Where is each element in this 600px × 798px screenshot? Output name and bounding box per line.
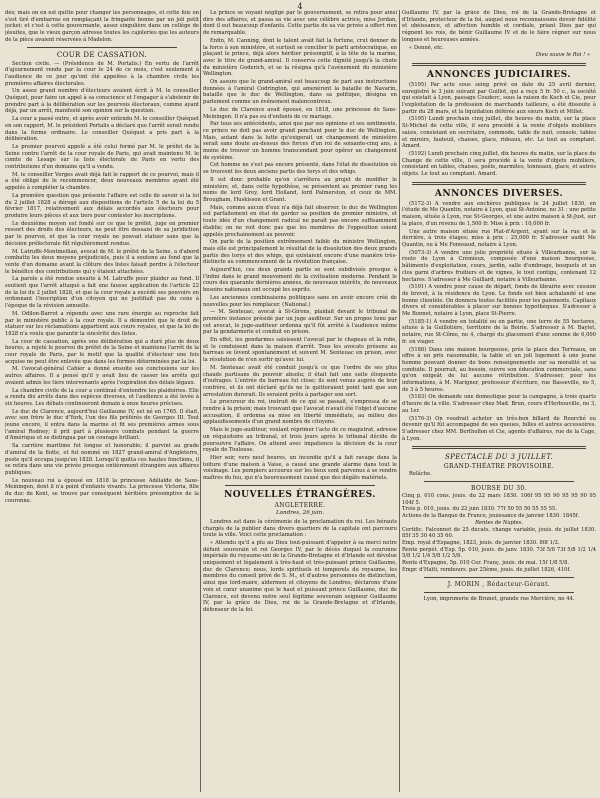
paragraph: Mais le juge-auditeur, voulant réprimer l'acte de ce magistrat, adresse un réquisitoire au tribunal, et trois jours après le tribunal décide de poursuivre l'affaire. On attend avec impatience la décision de la cour royale de Toulouse.	[203, 427, 397, 454]
subheading-angleterre: ANGLETERRE.	[274, 501, 326, 509]
paragraph: — M. Senteuac, avocat à St-Girons, plaidait devant le tribunal de première instance présidé par un juge auditeur. Sur un propos tenu par cet avocat, le juge-auditeur ordonna qu'il fût arrêté à l'audience même par la gendarmerie et conduit en prison.	[203, 309, 397, 336]
notice: (5195) Lundi prochain cinq juillet, dix heures du matin, sur la place St-Michel de cette ville, il sera procédé à la vente d'objets mobiliers saisis, consistant en secrétaire, commode, table de nuit, console, tables et miroirs, fauteuil, chaises, glace, rideaux, etc. Le tout au comptant. Amard.	[402, 116, 596, 150]
section-heading-nouvelles-etrangeres: NOUVELLES ÉTRANGÈRES.	[224, 489, 376, 500]
paragraph: M. Senteuac avait été conduit jusqu'à ce que l'ordre de ses plus chauds partisans du pouvoir absolu; il était fait une suite éloquente d'outrages. L'entrée du barreau fut close; ils sont venus auprès de leur confrère, et ils ont déclaré qu'ils ne le quitteraient point tant que son arrestation durerait. Ils seraient prêts à partager son sort.	[203, 364, 397, 398]
section-rule	[424, 577, 574, 578]
paragraph: Un assez grand nombre d'électeurs avaient écrit à M. le conseiller Quéquet, pour faire un appel à sa conscience et l'engager à s'abstenir de prendre part à la délibération sur les pourvois électoraux, comme ayant déjà, par un arrêt, manifesté son opinion sur la question.	[5, 88, 199, 115]
paragraph: dés; mais on en est quitte pour changer les personnages, et cette fois on s'est tiré d'embarras en remplaçant la fringante bonne par un joli petit jockei; et c'est à cette gouvernante, assez singulière dans un collège de jésuites, que le vieux garçon adresse toutes les cajoleries que les auteurs de la pièce avaient réservées à Madelon.	[5, 10, 199, 43]
bourse-entry: Trois p. 010, jouis. du 22 juin 1830. 77f 50 55 50 55 55 55.	[402, 506, 557, 513]
column-2	[203, 10, 397, 794]
notice: (5172-3) A vendre aux enchères publiques le 24 juillet 1830, en l'étude de Me Quantin, notaire à Lyon, quai St-Antoine, no 31 : une petite maison, située à Lyon, rue St-Georges, et une autre maison à St-Just, sur la place, d'un revenu de 1,500 fr. Mise à prix : 10,000 fr.	[402, 200, 596, 227]
notice: (5192) Lundi prochain cinq juillet, dix heures du matin, sur la place du Change de cette ville, il sera procédé à la vente d'objets mobiliers, consistant en tables, chaises, poêle, marmites, tonneaux, glace, et autres objets. Le tout au comptant. Amard.	[402, 150, 596, 178]
paragraph: Sa carrière maritime fut longue et honorable; il parvint au grade d'amiral de la flotte, et fut nommé en 1827 grand-amiral d'Angleterre, poste qu'il occupa jusqu'en 1828. Lorsqu'il quitta ces hautes fonctions, il se retira dans une vie privée presque entièrement étrangère aux affaires publiques.	[5, 443, 199, 476]
notice: (5176-3) On voudrait acheter un très-bon billard de Rourché ou devenir qu'il fût accompagné de ses queues, billes et autres accessoires. S'adresser chez MM. Berthollon et Cie, agents d'affaires, rue de la Cage, à Lyon.	[402, 415, 596, 442]
paragraph: La chambre civile de la cour a continué d'entendre les plaidoiries. Elle a rendu dix arrêts dans des espèces diverses, et l'audience a été levée à six heures. Les débats continueront demain à onze heures précises.	[5, 387, 199, 407]
column-1	[5, 10, 199, 794]
bourse-entry: Actions de la Banque de France, jouissance de janvier 1830. 1845f.	[402, 513, 580, 520]
section-heading-cour-de-cassation: COUR DE CASSATION.	[56, 50, 148, 59]
section-rule	[424, 481, 574, 482]
proclamation-closing: Dieu sauve le Roi ! »	[535, 52, 590, 59]
notice: (5188) Dans une maison bourgeoise, près la place des Terreaux, on offre à un prix raisonnable, la table et un joli logement à une jeune homme pouvant donner de bons renseignements sur sa moralité et sa conduite. Il pourrait, au besoin, suivre son éducation commerciale, sans qu'on exigeât de lui aucune rétribution. S'adresser, pour les informations, à M. Marigner, professeur d'écriture, rue Basseville, no 5, de 3 à 5 heures.	[402, 346, 596, 393]
paragraph: M. le conseiller Verges avait déjà fait le rapport de ce pourvoi, mais il a été obligé de le recommencer, deux nouveaux membres ayant été appelés à compléter la chambre.	[5, 171, 199, 192]
bourse-entry: Empr. d'Haïti, rembours. par 25ème, jouis. de juillet 1826, 410f.	[402, 566, 571, 573]
notice: (5195) Par acte sous seing privé en date du 25 avril dernier, enregistré le 3 juin suivant par Guillot, qui a reçu 5 fr. 50 c., la société qui existait à Lyon, passage Couderc, sous la raison de Koch et Cie, pour l'exploitation de la profession de marchands tailleurs, a été dissoute à partir du 28 mars, et la liquidation déférée aux sieurs Koch et Millet.	[402, 81, 596, 115]
theatre-name: GRAND-THÉATRE PROVISOIRE.	[443, 463, 555, 471]
paragraph: « Donné, etc.	[409, 44, 444, 51]
bourse-entry: Rente d'Espagne, 5p. 010 Cer. Franç. jouis. de mai. 15f 1/8 5/8.	[402, 560, 570, 567]
paragraph: Par tous ses antécédents, ainsi que par ses opinions et ses sentiments, ce prince ne doit pas avoir grand penchant pour le duc de Wellington. Mais, autant dans la lutte qu'exigerait un changement de ministère serait sans doute au-dessus des forces d'un roi de soixante-cinq ans, à moins de trouver un homme transcendant pour opérer un changement de système.	[203, 121, 397, 161]
section-rule	[412, 446, 586, 449]
paragraph: Hier soir, vers neuf heures, un incendie qu'il a fait ravage dans la toiture d'une maison à Vaise, a causé une grande alarme dans tout le voisinage. Les pompiers accourus sur les lieux sont parvenus à se rendre maîtres du feu, qui n'a heureusement causé que des dégâts matériels.	[203, 455, 397, 482]
bourse-entry: Rente perpét. d'Esp. 5p. 010, jouis. de janv. 1830. 73f 5/8 73f 5/8 1/2 1/4 5/8 1/2 1/4 5/8 1/2 5/8.	[402, 546, 596, 560]
paragraph: Enfin, M. Canning, dont le talent avait fait la fortune, crut donner de la force à son ministère, et surtout se concilier le parti aristocratique, en plaçant le prince, déjà alors héritier présomptif, à la tête de la marine, avec le titre de grand-amiral. Il conserva cette dignité jusqu'à la chute du ministère Goderich, et se la résigna qu'à l'avénement du ministère Wellington.	[203, 37, 397, 78]
notice: (5183) On demande une domestique pour la campagne, à trois quarts d'heure de la ville. S'adresser chez Mad. Brun, cours d'Herbouville, no 3, au 1er.	[402, 394, 596, 414]
paragraph: On parle de la position extrêmement faible du ministre Wellington, mais elle est principalement le résultat de la dissolution des deux grands partis des torys et des whigs, qui existaient encore d'une manière très-distincte au commencement de la révolution française.	[203, 239, 397, 266]
paragraph: Guillaume IV, par la grâce de Dieu, roi de la Grande-Bretagne et d'Irlande, protecteur de la foi, auquel nous reconnaissons devoir fidélité et obéissance, et affection humble et cordiale, priant Dieu par qui régnent les rois, de bénir Guillaume IV et de le faire régner sur nous longues et heureuses années.	[402, 10, 596, 43]
paragraph: On assure que le grand-amiral eut beaucoup de part aux instructions données à l'amiral Codrington, qui amenèrent la bataille de Navarin, bataille que le duc de Wellington, dans sa politique, désigna en parlement comme un événement malencontreux.	[203, 79, 397, 106]
bourse-entry: Cinq p. 010 cons. jouis. du 22 mars 1830. 106f 95 95 90 95 95 90 95 104f 5.	[402, 493, 596, 506]
paragraph: Il est donc probable qu'on s'arrêtera au projet de modifier le ministère, et, dans cette hypothèse, se présentent au premier rang les noms de lord Grey, lord Holland, lord Palmerston, et ceux de MM. Brougham, Huskisson et Grant.	[203, 176, 397, 203]
paragraph: Le duc de Clarence avait épousé, en 1818, une princesse de Saxe-Meiningen. Il n'a pas eu d'enfants de ce mariage.	[203, 106, 397, 120]
column-divider	[399, 10, 400, 792]
section-rule	[412, 63, 586, 66]
section-rule	[424, 592, 574, 593]
paragraph: La première question que présente l'affaire est celle de savoir si la loi du 2 juillet 1828 a dérogé aux dispositions de l'article 5 de la loi du 5 février 1817, relativement aux délais accordés aux électeurs pour produire leurs pièces et aux tiers pour contester les inscriptions.	[5, 192, 199, 219]
notice: (5185-1) A vendre en totalité ou en partie, une terre de 55 hectares, située à la Guillotière, territoire de la Boirie. S'adresser à M. Baylet, notaire, rue St-Côme, no 4, chargé du placement d'une somme de 6,000 fr. en viager.	[402, 318, 596, 345]
section-heading-annonces-diverses: ANNONCES DIVERSES.	[434, 188, 564, 199]
paragraph: Le nouveau roi a épousé en 1818 la princesse Adélaïde de Saxe-Meiningen, dont il n'a point d'enfants vivants. La princesse Victoria, fille du duc de Kent, se trouve par conséquent héritière présomptive de la couronne.	[5, 477, 199, 504]
notice: (5073-3) A vendre une jolie propriété située à Villeurbanne, sur la route de Lyon à Crémieux, composée d'une maison bourgeoise, bâtiments d'exploitation, cours, jardin, salle d'ombrage, bosquets et un clos garni d'arbres fruitiers et de vignes, le tout contigu, contenant 12 hectares. S'adresser à Me Guillard, notaire à Villeurbanne.	[402, 249, 596, 283]
paragraph: M. l'avocat-général Cahier a donné ensuite ses conclusions sur les autres affaires. Il a pensé qu'il y avait lieu de casser les arrêts qui avaient admis les tiers intervenants après l'expiration des délais légaux.	[5, 366, 199, 386]
section-rule	[27, 47, 177, 48]
editor-signature: J. MORIN , Rédacteur-Gérant.	[447, 580, 551, 588]
paragraph: Le prince se voyant négligé par le gouvernement, se retira pour ainsi dire des affaires, et passa sa vie avec une célèbre actrice, miss Jordan, dont il eut beaucoup d'enfants. Cette partie de sa vie privée a offert rien de remarquable.	[203, 10, 397, 37]
page-number: 4	[297, 2, 303, 11]
paragraph: Aujourd'hui, ces deux grands partis se sont subdivisés presque à l'infini dans le grand mouvement de la civilisation moderne. Pendant le cours des quarante dernières années, de nouveaux intérêts, de nouveaux besoins nationaux ont occupé les esprits.	[203, 267, 397, 294]
paragraph: La parole a été rendue ensuite à M. Latruffe pour plaider au fond. Il soutient que l'arrêt attaqué a fait une fausse application de l'article 22 de la loi du 2 juillet 1828, et que la cour royale a excédé ses pouvoirs en ordonnant l'inscription d'un citoyen qui ne justifiait pas du cens à l'époque de la révision annuelle.	[5, 276, 199, 310]
column-divider	[200, 10, 201, 792]
relache-notice: Relâche.	[409, 471, 432, 478]
notice: (5191) A vendre pour cause de départ, fonds de librairie avec cession de brevet, à la résidence de Lyon. Le fonds est bien achalandé et une bonne clientèle. On donnera toutes facilités pour les paiements. Capitaux divers et considérables à placer sur bonnes hypothèques. S'adresser à Me Bonnet, notaire à Lyon, place St-Pierre.	[402, 284, 596, 318]
paragraph: Mais, comme aucun d'eux n'a déjà fait observer, le duc de Wellington est parfaitement en état de garder sa position de premier ministre, et toute idée d'un changement radical ne paraît pas encore suffisamment établie; on ne voit donc pas que les membres de l'opposition soient appelés prochainement au pouvoir.	[203, 204, 397, 238]
printer-imprint: Lyon, imprimerie de Brunet, grande rue Mercière, no 44.	[423, 595, 575, 602]
paragraph: Les anciennes combinaisons politiques sans en avoir encore créé de nouvelles pour les remplacer. (National.)	[203, 294, 397, 308]
paragraph: La cour de cassation, après une délibération qui a duré plus de deux heures, a rejeté le pourvoi du préfet de la Seine et maintenu l'arrêt de la cour royale de Paris, par le motif que la qualité d'électeur une fois acquise ne peut être enlevée que dans les formes déterminées par la loi.	[5, 338, 199, 365]
bourse-entry: Emp. royal d'Espagne, 1823, jouis. de janvier 1830. 80f 1/2.	[402, 540, 560, 546]
section-heading-bourse: BOURSE DU 30.	[471, 485, 527, 493]
paragraph: Section civile. — (Présidence de M. Portalis.) En vertu de l'arrêt d'ajournement rendu par la cour le 24 de ce mois, c'est seulement à l'audience de ce jour qu'ont été appelées à la chambre civile les premières affaires électorales.	[5, 60, 199, 87]
dateline: Londres, 26 juin.	[275, 509, 325, 516]
paragraph: Le deuxième moyen est fondé sur ce que le préfet, juge en premier ressort des droits des électeurs, ne peut être dessaisi de sa juridiction par le pourvoi, et que la cour royale ne pouvait statuer sans que la décision préfectorale fût régulièrement rendue.	[5, 220, 199, 247]
paragraph: Le procureur du roi, instruit de ce qui se passait, s'empressa de se rendre à la prison; mais trouvant que l'avocat n'avait été l'objet d'aucune accusation, il ordonna sa mise en liberté immédiate, au milieu des applaudissements d'un grand nombre de citoyens.	[203, 399, 397, 426]
bourse-subheading: Rentes de Naples.	[475, 519, 523, 526]
section-rule	[225, 485, 375, 486]
bourse-entry: Certific. Falconnet de 25 ducats, change variable, jouis. de juillet 1830. 85f 35 30 40 35 60.	[402, 526, 596, 540]
paragraph: M. Odilon-Barrot a répondu avec une rare énergie au reproche fait par le ministère public à la cour royale. Il a démontré que le droit de statuer sur les réclamations appartient aux cours royales, et que la loi de 1828 n'a voulu que garantir la sincérité des listes.	[5, 310, 199, 337]
paragraph: Le duc de Clarence, aujourd'hui Guillaume IV, est né en 1765. Il était, avec son frère le duc d'York, l'un des fils préférés de Georges III. Tout jeune encore, il entra dans la marine et fit ses premières armes sous l'amiral Rodney; il prit part à plusieurs combats pendant la guerre d'Amérique et se distingua par un courage brillant.	[5, 408, 199, 442]
paragraph: Le premier pourvoi appelé a été celui formé par M. le préfet de la Seine contre l'arrêt de la cour royale de Paris, qui avait maintenu M. le comte de Lesage sur la liste électorale de Paris en vertu des contributions d'un domaine qu'il a vendu.	[5, 143, 199, 171]
paragraph: M. Latruffe-Montmeilian, avocat de M. le préfet de la Seine, a d'abord combattu les deux moyens préjudiciels, puis il a soutenu au fond que la vente d'un domaine avant la clôture des listes faisait perdre à l'électeur le bénéfice des contributions qui y étaient attachées.	[5, 248, 199, 275]
section-heading-spectacle: SPECTACLE DU 3 JUILLET.	[444, 453, 553, 462]
paragraph: « Attendu qu'il a plu au Dieu tout-puissant d'appeler à sa merci notre défunt souverain et roi Georges IV, par le décès duquel la couronne impériale du royaume-uni de la Grande-Bretagne et d'Irlande est dévolue uniquement et légalement à très-haut et très-puissant prince Guillaume, duc de Clarence; nous, lords spirituels et temporels du royaume, les membres du conseil privé de S. M., et d'autres personnes de distinction, ainsi que lord-maire, aldermen et citoyens de Londres, déclarons d'une voix et cœur unanime que le haut et puissant prince Guillaume, duc de Clarence, est devenu notre seul légitime souverain seigneur Guillaume IV, par la grâce de Dieu, roi de la Grande-Bretagne et d'Irlande, défenseur de la foi.	[203, 539, 397, 613]
paragraph: En effet, les gendarmes saisissent l'avocat par le chapeau et la robe, et le conduisent dans la maison d'arrêt. Tous les avocats présens au barreau se lèvent spontanément et suivent M. Senteuac en prison, avec la résolution de n'en sortir qu'avec lui.	[203, 337, 397, 364]
paragraph: Londres est dans la cérémonie de la proclamation du roi. Les hérauts chargés de la publier dans divers quartiers de la capitale ont parcouru toute la ville. Voici cette proclamation :	[203, 518, 397, 539]
column-3	[402, 10, 596, 794]
paragraph: Cet homme ne s'est pas encore présenté, dans l'état de dissolution où se trouvent les deux anciens partis des torys et des whigs.	[203, 162, 397, 176]
section-heading-annonces-judiciaires: ANNONCES JUDICIAIRES.	[427, 69, 571, 80]
paragraph: La cour a passé outre, et après avoir entendu M. le conseiller Quéquet en son rapport, M. le président Portalis a déclaré que l'arrêt serait rendu dans la forme ordinaire. Le conseiller Quéquet a pris part à la délibération.	[5, 116, 199, 143]
notice: Une autre maison située rue Plat-d'Argent, ayant sur la rue et le derrière, à trois étages; mise à prix : 25,000 fr. S'adresser audit Me Quantin, ou à Me Fonesaud, notaire à Lyon.	[402, 228, 596, 248]
section-rule	[412, 182, 586, 185]
